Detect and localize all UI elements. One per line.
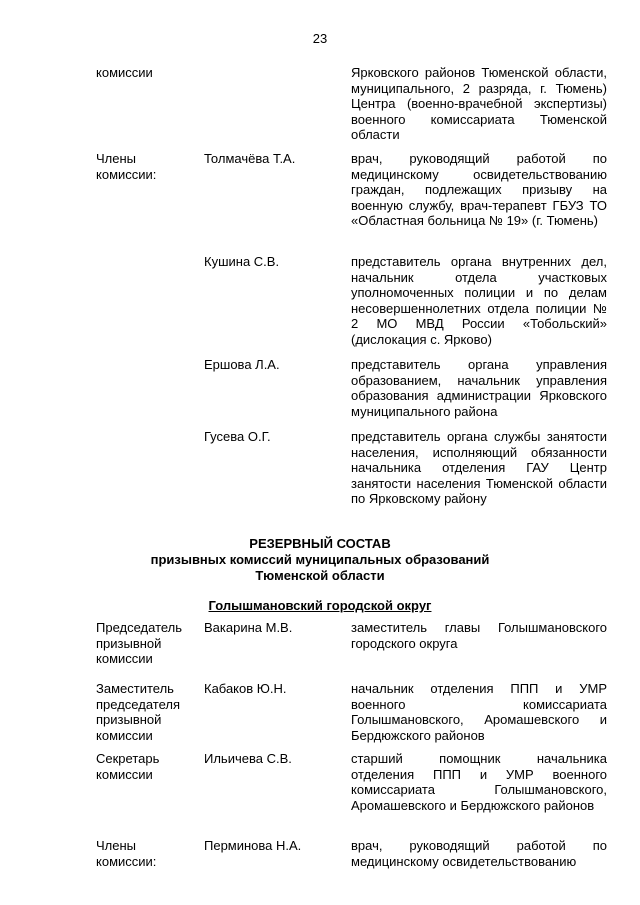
- role-label: Члены комиссии:: [96, 838, 157, 869]
- reserve-title: РЕЗЕРВНЫЙ СОСТАВ: [249, 536, 391, 551]
- member-description: представитель органа службы занятости населения, исполняющий обязанности начальника отделения ГАУ Центр занятости населения Тюменской области по Ярковскому району: [351, 429, 607, 507]
- member-description: врач, руководящий работой по медицинскому освидетельствованию граждан, подлежащих призыву на военную службу, врач-терапевт ГБУЗ ТО «Областная больница № 19» (г. Тюмень): [351, 151, 607, 229]
- page-number: 23: [312, 31, 328, 46]
- member-description: представитель органа управления образованием, начальник управления образования администрации Ярковского муниципального района: [351, 357, 607, 419]
- district-heading: Голышмановский городской округ: [208, 598, 432, 613]
- member-description: старший помощник начальника отделения ППП и УМР военного комиссариата Голышмановского, Аромашевского и Бердюжского районов: [351, 751, 607, 813]
- member-description: начальник отделения ППП и УМР военного комиссариата Голышмановского, Аромашевского и Бердюжского районов: [351, 681, 607, 743]
- role-label: Члены комиссии:: [96, 151, 157, 182]
- role-label: комиссии: [96, 65, 153, 80]
- reserve-region: Тюменской области: [255, 568, 385, 583]
- member-description: врач, руководящий работой по медицинскому освидетельствованию: [351, 838, 607, 869]
- member-name: Гусева О.Г.: [204, 429, 271, 444]
- role-label: Председатель призывной комиссии: [96, 620, 183, 667]
- member-name: Ершова Л.А.: [204, 357, 280, 372]
- member-name: Перминова Н.А.: [204, 838, 302, 853]
- member-description: Ярковского районов Тюменской области, муниципального, 2 разряда, г. Тюмень) Центра (военно-врачебной экспертизы) военного комиссариата Тюменской области: [351, 65, 607, 143]
- role-label: Заместитель председателя призывной комиссии: [96, 681, 181, 743]
- member-description: представитель органа внутренних дел, начальник отдела участковых уполномоченных полиции и по делам несовершеннолетних отдела полиции № 2 МО МВД России «Тобольский» (дислокация с. Ярково): [351, 254, 607, 347]
- member-name: Ильичева С.В.: [204, 751, 292, 766]
- role-label: Секретарь комиссии: [96, 751, 160, 782]
- member-name: Толмачёва Т.А.: [204, 151, 296, 166]
- reserve-subtitle: призывных комиссий муниципальных образований: [150, 552, 490, 567]
- member-name: Вакарина М.В.: [204, 620, 293, 635]
- member-name: Кушина С.В.: [204, 254, 280, 269]
- member-description: заместитель главы Голышмановского городского округа: [351, 620, 607, 651]
- member-name: Кабаков Ю.Н.: [204, 681, 287, 696]
